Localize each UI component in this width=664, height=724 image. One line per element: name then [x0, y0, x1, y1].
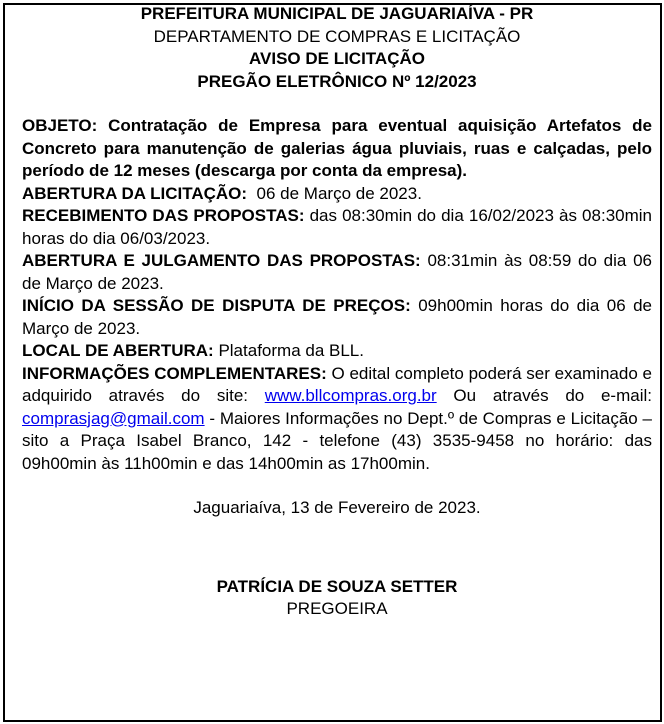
local-paragraph [22, 340, 652, 363]
department-title: DEPARTAMENTO DE COMPRAS E LICITAÇÃO [153, 26, 521, 46]
info-label: INFORMAÇÕES COMPLEMENTARES: [22, 363, 327, 383]
website-link[interactable]: www.bllcompras.org.br [264, 386, 437, 405]
notice-title: AVISO DE LICITAÇÃO [249, 49, 425, 68]
abertura-label: ABERTURA DA LICITAÇÃO: [22, 183, 248, 203]
municipality-title: PREFEITURA MUNICIPAL DE JAGUARIAÍVA - PR [140, 4, 534, 23]
spacer [22, 93, 652, 115]
signatory-role: PREGOEIRA [286, 599, 388, 618]
info-text-1: O edital completo poderá ser examinado e adquirido através do site: [22, 363, 652, 405]
inicio-value: 09h00min horas do dia 06 de Março de 2023. [22, 296, 652, 338]
recebimento-value: das 08:30min do dia 16/02/2023 às 08:30min horas do dia 06/03/2023. [22, 206, 652, 248]
inicio-paragraph [22, 295, 652, 340]
julgamento-label: ABERTURA E JULGAMENTO DAS PROPOSTAS: [22, 251, 421, 270]
local-label: LOCAL DE ABERTURA: [22, 341, 214, 360]
date-line: Jaguariaíva, 13 de Fevereiro de 2023. [193, 498, 481, 517]
info-text-2: Ou através do e-mail: [436, 386, 652, 405]
notice-content [22, 3, 652, 621]
julgamento-paragraph [22, 250, 652, 295]
recebimento-label: RECEBIMENTO DAS PROPOSTAS: [22, 206, 305, 225]
abertura-paragraph [22, 183, 652, 206]
email-link[interactable]: comprasjag@gmail.com [22, 408, 205, 428]
spacer [22, 475, 652, 497]
local-value: Plataforma da BLL. [213, 341, 364, 360]
spacer [22, 520, 652, 542]
notice-header [22, 3, 652, 93]
info-text-3: - Maiores Informações no Dept.º de Compras e Licitação – sito a Praça Isabel Branco, 142 - telefone (43) 3535-9458 no horário: das 09h00min às 11h00min e das 14h00min as 17h00min. [22, 408, 652, 473]
recebimento-paragraph [22, 205, 652, 250]
objeto-paragraph: OBJETO: Contratação de Empresa para eventual aquisição Artefatos de Concreto para manutenção de galerias água pluviais, ruas e calçadas, pelo período de 12 meses (descarga por conta da empresa). [22, 116, 652, 180]
abertura-value: 06 de Março de 2023. [247, 183, 422, 203]
signatory-name: PATRÍCIA DE SOUZA SETTER [216, 576, 458, 596]
inicio-label: INÍCIO DA SESSÃO DE DISPUTA DE PREÇOS: [22, 296, 411, 315]
spacer [22, 564, 652, 576]
spacer [22, 542, 652, 564]
julgamento-value: 08:31min às 08:59 do dia 06 de Março de 2023. [22, 251, 652, 293]
auction-number: PREGÃO ELETRÔNICO Nº 12/2023 [197, 71, 477, 91]
info-paragraph [22, 363, 652, 476]
